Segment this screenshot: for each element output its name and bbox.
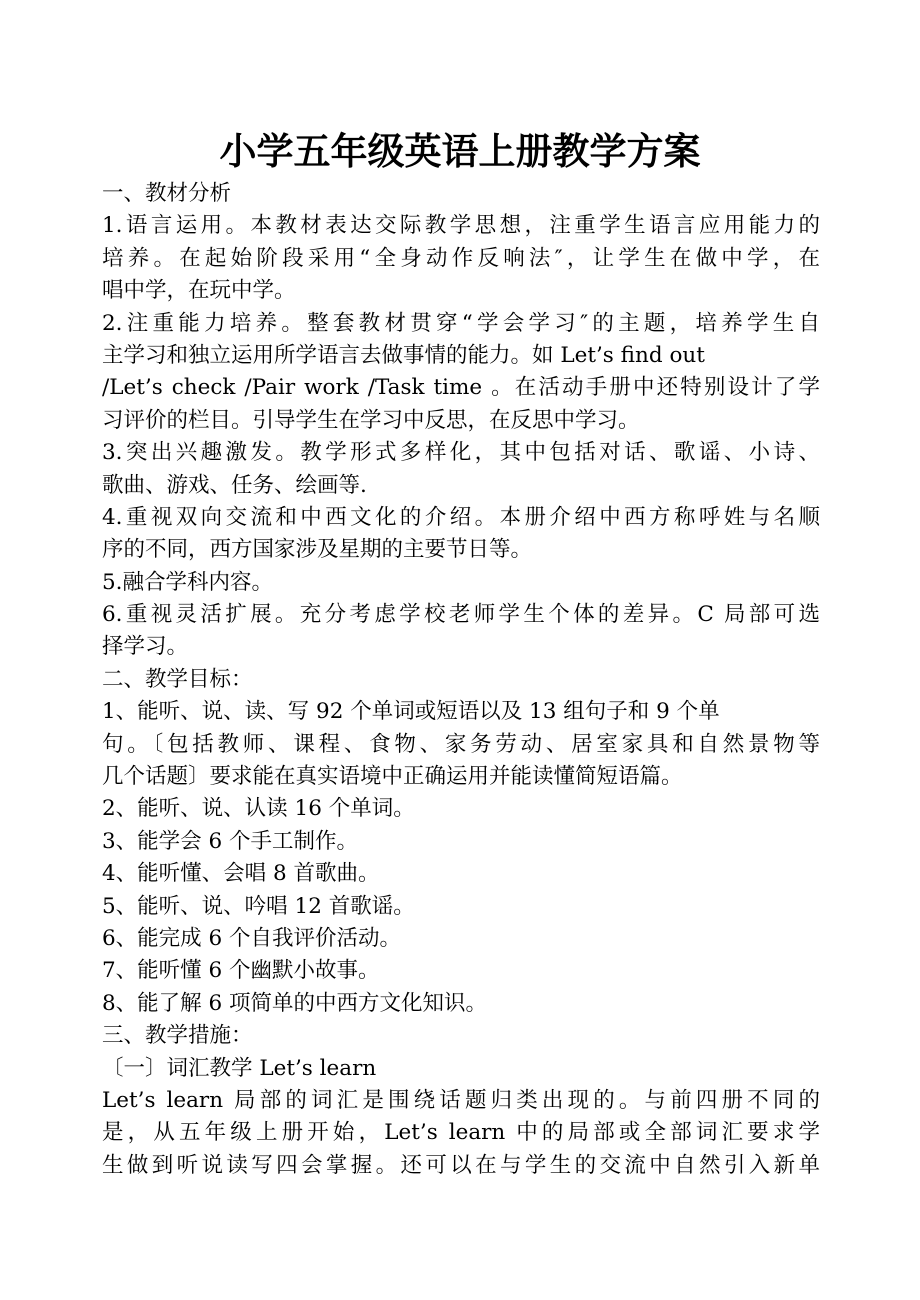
- document-body: [102, 178, 820, 1182]
- text-line: 1.语言运用。本教材表达交际教学思想，注重学生语言应用能力的: [102, 213, 820, 239]
- text-line: /Let’s check /Pair work /Task time 。在活动手册中还特别设计了学: [102, 375, 820, 401]
- text-line: 4、能听懂、会唱 8 首歌曲。: [102, 861, 380, 887]
- text-line: 5、能听、说、吟唱 12 首歌谣。: [102, 893, 415, 919]
- text-line: 习评价的栏目。引导学生在学习中反思，在反思中学习。: [102, 407, 640, 433]
- text-line: 2、能听、说、认读 16 个单词。: [102, 796, 415, 822]
- text-line: 5.融合学科内容。: [102, 569, 274, 595]
- text-line: 1、能听、说、读、写 92 个单词或短语以及 13 组句子和 9 个单: [102, 699, 720, 725]
- text-line: Let’s learn 局部的词汇是围绕话题归类出现的。与前四册不同的: [102, 1087, 820, 1113]
- text-line: 歌曲、游戏、任务、绘画等.: [102, 472, 367, 498]
- text-line: 4.重视双向交流和中西文化的介绍。本册介绍中西方称呼姓与名顺: [102, 504, 820, 530]
- text-line: 几个话题〕要求能在真实语境中正确运用并能读懂简短语篇。: [102, 764, 683, 790]
- text-line: 2.注重能力培养。整套教材贯穿“学会学习″的主题，培养学生自: [102, 310, 820, 336]
- text-line: 三、教学措施：: [102, 1023, 253, 1049]
- text-line: 培养。在起始阶段采用“全身动作反响法″，让学生在做中学，在: [102, 245, 820, 271]
- text-line: 一、教材分析: [102, 181, 232, 206]
- text-line: 〔一〕词汇教学 Let’s learn: [102, 1055, 377, 1081]
- document-title: 小学五年级英语上册教学方案: [219, 130, 701, 173]
- text-line: 6.重视灵活扩展。充分考虑学校老师学生个体的差异。C 局部可选: [102, 602, 820, 628]
- text-line: 择学习。: [102, 634, 189, 660]
- text-line: 生做到听说读写四会掌握。还可以在与学生的交流中自然引入新单: [102, 1152, 820, 1178]
- text-line: 7、能听懂 6 个幽默小故事。: [102, 958, 380, 984]
- text-line: 二、教学目标：: [102, 666, 253, 692]
- text-line: 唱中学，在玩中学。: [102, 278, 296, 304]
- text-line: 8、能了解 6 项简单的中西方文化知识。: [102, 990, 488, 1016]
- text-line: 句。〔包括教师、课程、食物、家务劳动、居室家具和自然景物等: [102, 731, 820, 757]
- text-line: 3.突出兴趣激发。教学形式多样化，其中包括对话、歌谣、小诗、: [102, 440, 820, 466]
- text-line: 6、能完成 6 个自我评价活动。: [102, 925, 402, 951]
- text-line: 3、能学会 6 个手工制作。: [102, 828, 359, 854]
- text-line: 是，从五年级上册开始，Let’s learn 中的局部或全部词汇要求学: [102, 1120, 820, 1146]
- text-line: 主学习和独立运用所学语言去做事情的能力。如 Let’s find out: [102, 342, 705, 368]
- text-line: 序的不同，西方国家涉及星期的主要节日等。: [102, 537, 533, 563]
